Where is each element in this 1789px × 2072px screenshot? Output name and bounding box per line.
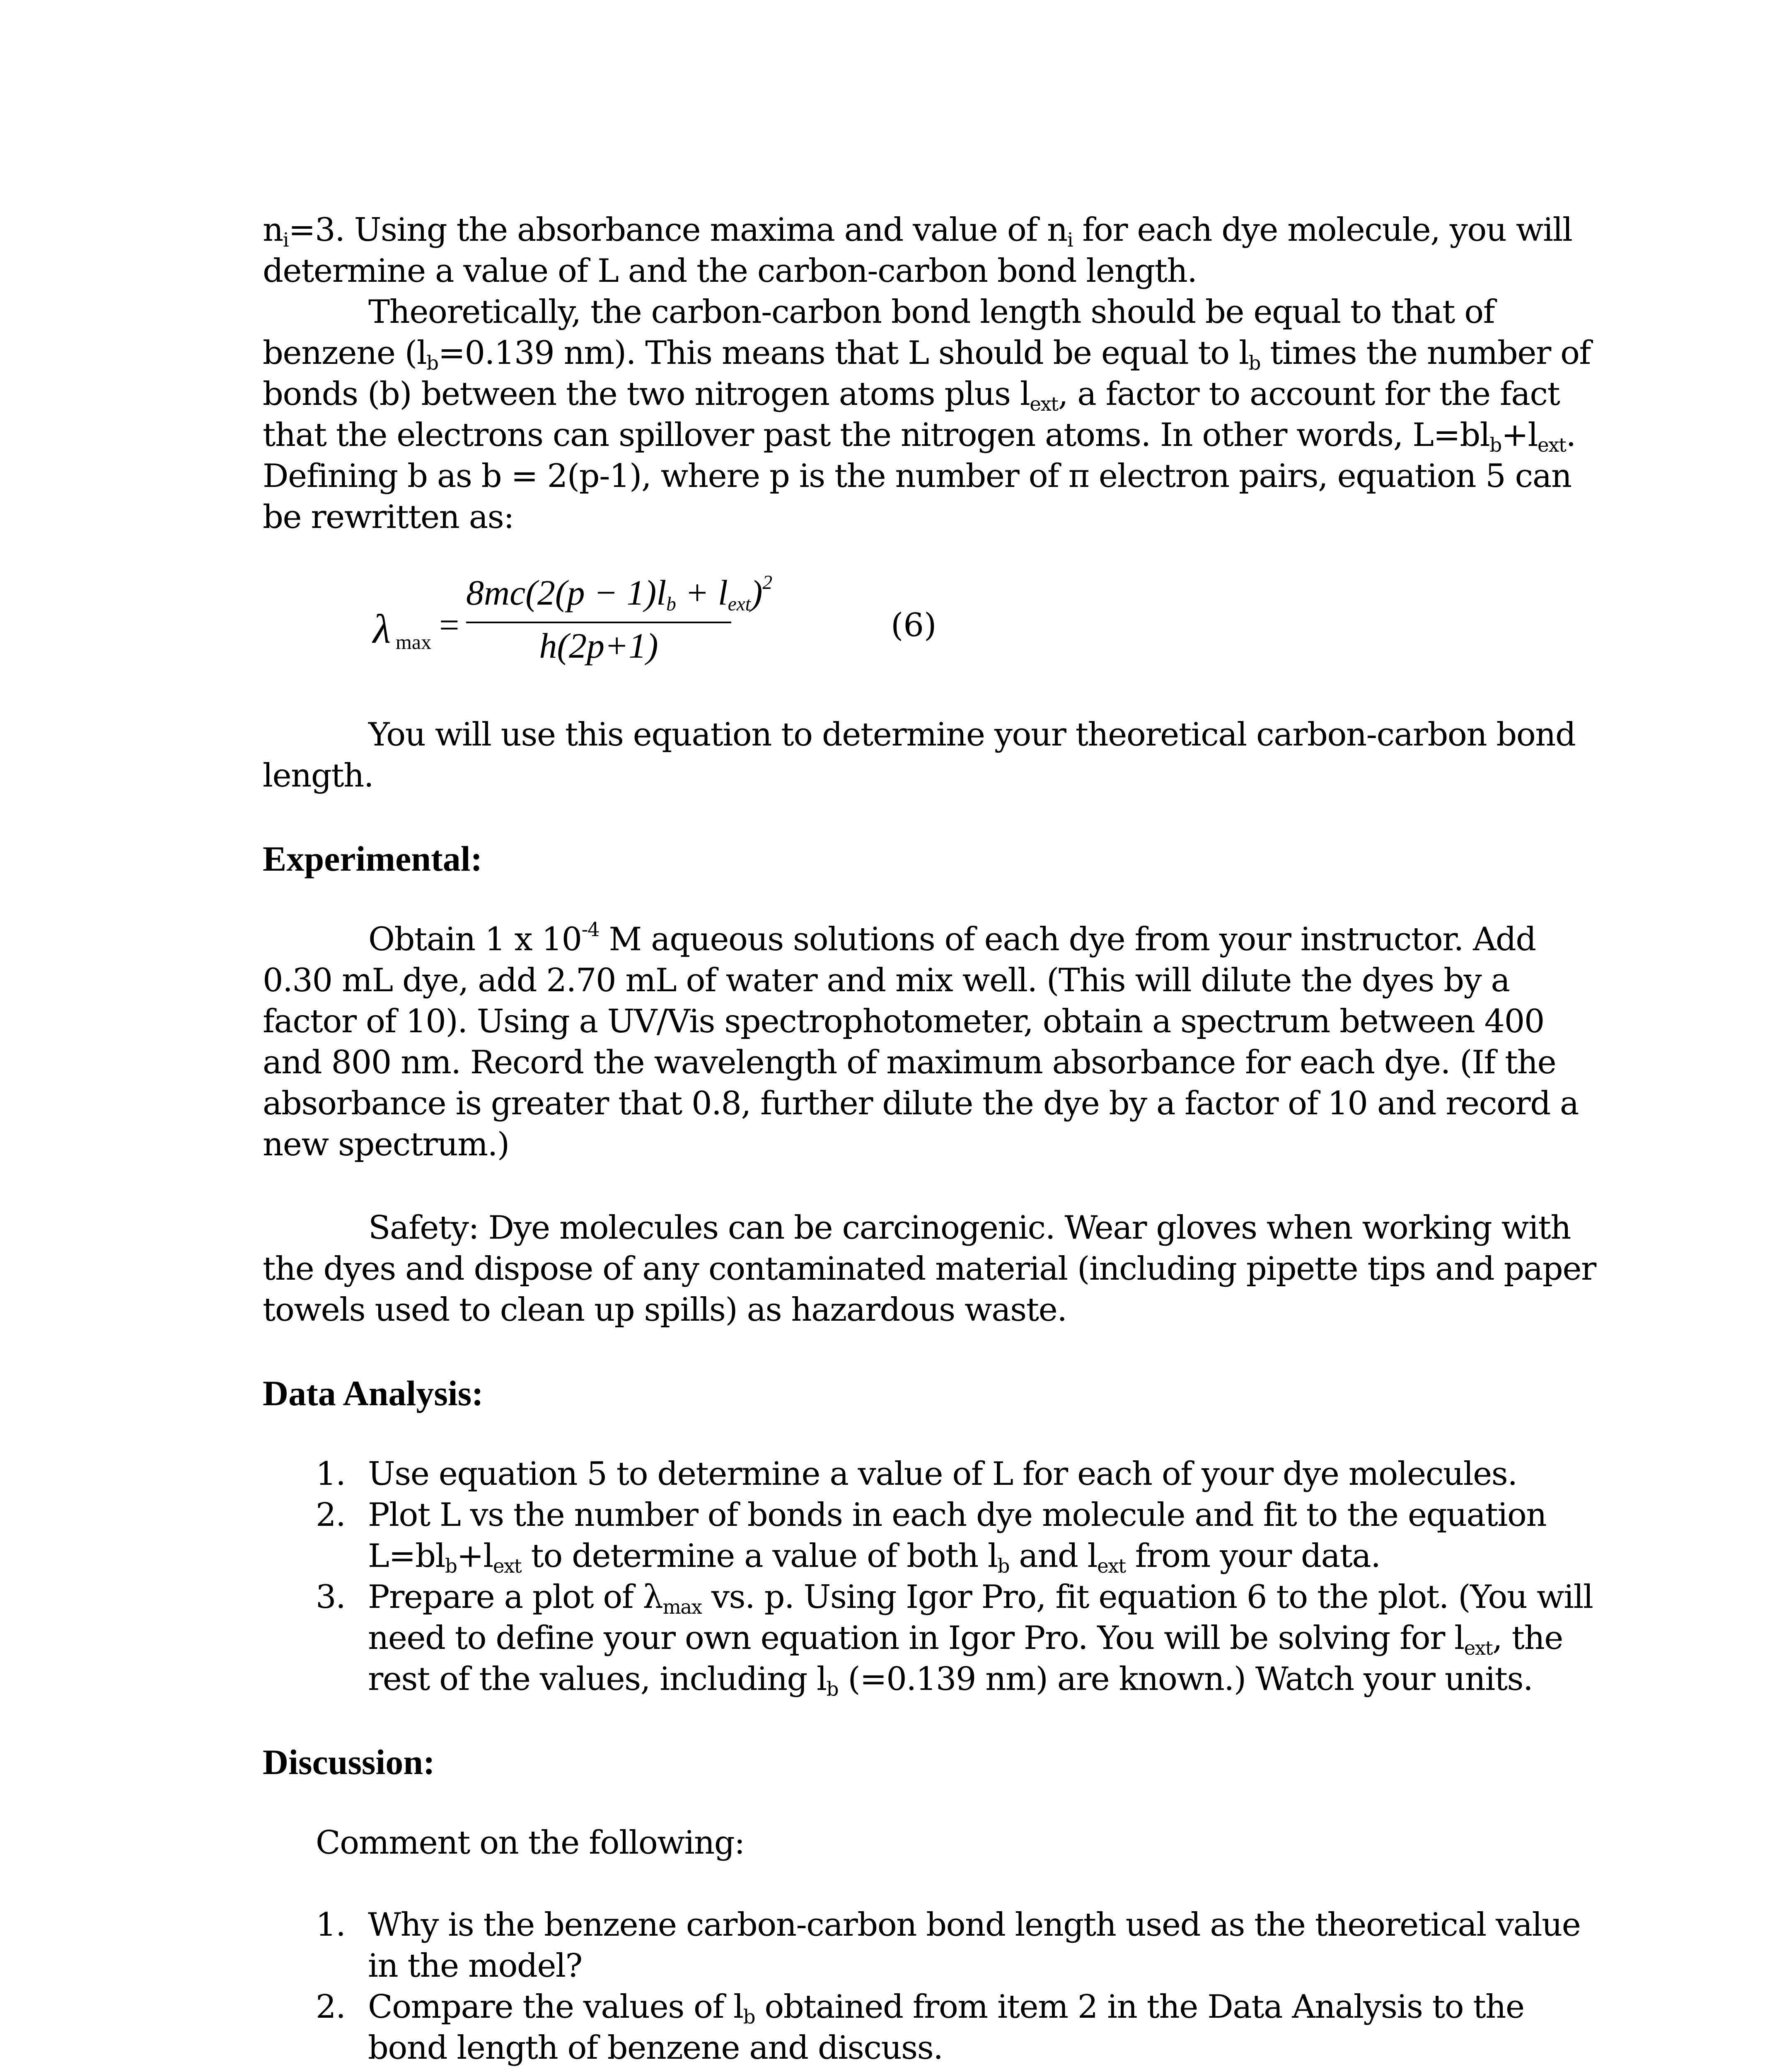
lambda-symbol: λ — [373, 606, 391, 652]
text: =0.139 nm). This means that L should be equal to l — [438, 334, 1249, 372]
equation-numerator — [466, 572, 773, 615]
text: ) — [750, 573, 763, 612]
list-item — [316, 1495, 1559, 1577]
list-item — [316, 1454, 1559, 1495]
discussion-list — [316, 1905, 1581, 2069]
text: Theoretically, the carbon-carbon bond length should be equal to that of — [368, 293, 1495, 331]
theory-line-5: Defining b as b = 2(p-1), where p is the number of π electron pairs, equation 5 can — [263, 457, 1571, 495]
list-item-text: Why is the benzene carbon-carbon bond length used as the theoretical value — [368, 1906, 1581, 1944]
list-number: 1. — [316, 1906, 346, 1944]
experimental-line-3: factor of 10). Using a UV/Vis spectrophotometer, obtain a spectrum between 400 — [263, 1003, 1544, 1040]
text: (=0.139 nm) are known.) Watch your units. — [838, 1661, 1533, 1698]
subscript: b — [743, 2006, 755, 2028]
text: times the number of — [1260, 334, 1591, 372]
after-eq-line-2: length. — [263, 757, 374, 794]
subscript: ext — [728, 593, 751, 615]
equation-number: (6) — [891, 607, 937, 644]
list-item — [316, 1577, 1593, 1701]
experimental-line-2: 0.30 mL dye, add 2.70 mL of water and mix well. (This will dilute the dyes by a — [263, 962, 1510, 999]
text: M aqueous solutions of each dye from your instructor. Add — [599, 921, 1536, 958]
text: benzene (l — [263, 334, 427, 372]
safety-paragraph — [263, 1208, 1596, 1331]
data-analysis-list — [316, 1454, 1593, 1701]
text: Compare the values of l — [368, 1988, 743, 2026]
text: for each dye molecule, you will — [1073, 211, 1572, 249]
subscript: ext — [1030, 393, 1058, 416]
theory-line-3 — [263, 374, 1560, 416]
list-item — [316, 1987, 1559, 2069]
subscript: b — [997, 1555, 1009, 1578]
safety-line-2: the dyes and dispose of any contaminated material (including pipette tips and paper — [263, 1250, 1596, 1288]
subscript: i — [1067, 229, 1073, 252]
text: You will use this equation to determine your theoretical carbon-carbon bond — [368, 716, 1576, 753]
subscript: b — [826, 1678, 839, 1701]
theory-line-6: be rewritten as: — [263, 499, 514, 536]
text: +l — [457, 1537, 493, 1575]
text: that the electrons can spillover past the nitrogen atoms. In other words, L=bl — [263, 416, 1490, 454]
equation-denominator: h(2p+1) — [539, 626, 658, 666]
intro-line-2: determine a value of L and the carbon-carbon bond length. — [263, 252, 1197, 290]
text: and l — [1009, 1537, 1098, 1575]
subscript: i — [283, 229, 289, 252]
experimental-line-5: absorbance is greater that 0.8, further dilute the dye by a factor of 10 and record a — [263, 1085, 1579, 1122]
text: 8mc(2(p − 1)l — [466, 573, 667, 612]
intro-paragraph — [263, 210, 1572, 292]
experimental-paragraph — [263, 919, 1579, 1165]
text: vs. p. Using Igor Pro, fit equation 6 to the plot. (You will — [701, 1578, 1593, 1616]
experimental-line-6: new spectrum.) — [263, 1126, 509, 1163]
list-item-text: in the model? — [368, 1947, 582, 1985]
text: L=bl — [368, 1537, 445, 1575]
text: need to define your own equation in Igor Pro. You will be solving for l — [368, 1619, 1464, 1657]
text: n — [263, 211, 283, 249]
theory-line-1 — [263, 292, 1547, 333]
theory-line-2 — [263, 333, 1591, 375]
text: +l — [1501, 416, 1538, 454]
list-item-text — [368, 1987, 1559, 2028]
subscript: b — [426, 352, 438, 375]
discussion-intro: Comment on the following: — [316, 1824, 745, 1861]
list-item-text: bond length of benzene and discuss. — [368, 2029, 943, 2067]
list-item-text — [368, 1659, 1559, 1700]
text: . — [1566, 416, 1576, 454]
subscript: b — [1248, 352, 1260, 375]
equals-sign: = — [439, 605, 459, 645]
safety-line-1 — [263, 1208, 1571, 1249]
experimental-heading: Experimental: — [263, 839, 483, 879]
fraction-bar — [466, 622, 731, 623]
text: to determine a value of both l — [521, 1537, 998, 1575]
subscript: b — [1489, 434, 1501, 457]
list-item-text — [368, 1618, 1563, 1660]
list-item — [316, 1905, 1581, 1987]
list-item-text — [368, 1577, 1593, 1619]
data-analysis-heading: Data Analysis: — [263, 1373, 484, 1413]
safety-line-3: towels used to clean up spills) as hazardous waste. — [263, 1291, 1067, 1329]
theory-line-4 — [263, 415, 1576, 457]
text: rest of the values, including l — [368, 1661, 827, 1698]
list-number: 2. — [316, 1496, 346, 1534]
equation-6 — [373, 572, 953, 684]
subscript: ext — [1097, 1555, 1126, 1578]
lambda-subscript: max — [396, 630, 432, 654]
subscript: ext — [493, 1555, 522, 1578]
after-eq-line-1 — [263, 714, 1576, 755]
text: Prepare a plot of λ — [368, 1578, 663, 1616]
text: bonds (b) between the two nitrogen atoms plus l — [263, 375, 1030, 413]
text: Obtain 1 x 10 — [368, 921, 582, 958]
text: , the — [1492, 1619, 1563, 1657]
list-item-text — [368, 1536, 1559, 1577]
subscript: max — [662, 1596, 702, 1619]
list-number: 1. — [316, 1455, 346, 1493]
list-item-text: Use equation 5 to determine a value of L for each of your dye molecules. — [368, 1455, 1517, 1493]
experimental-line-4: and 800 nm. Record the wavelength of maximum absorbance for each dye. (If the — [263, 1044, 1556, 1081]
superscript: 2 — [762, 572, 773, 593]
after-equation-paragraph — [263, 714, 1576, 796]
list-item-text: Plot L vs the number of bonds in each dye molecule and fit to the equation — [368, 1496, 1547, 1534]
theory-paragraph — [263, 292, 1591, 538]
superscript: -4 — [581, 919, 600, 941]
experimental-line-1 — [263, 919, 1547, 960]
text: Safety: Dye molecules can be carcinogenic. Wear gloves when working with — [368, 1209, 1571, 1247]
text: =3. Using the absorbance maxima and value of n — [288, 211, 1067, 249]
subscript: b — [445, 1555, 457, 1578]
text: obtained from item 2 in the Data Analysis to the — [755, 1988, 1524, 2026]
discussion-heading: Discussion: — [263, 1742, 435, 1782]
text: from your data. — [1125, 1537, 1380, 1575]
subscript: ext — [1538, 434, 1566, 457]
text: , a factor to account for the fact — [1058, 375, 1560, 413]
intro-line-1 — [263, 210, 1572, 252]
subscript: ext — [1464, 1637, 1493, 1660]
list-number: 2. — [316, 1988, 346, 2026]
subscript: b — [666, 593, 676, 615]
list-number: 3. — [316, 1578, 346, 1616]
text: + l — [676, 573, 728, 612]
